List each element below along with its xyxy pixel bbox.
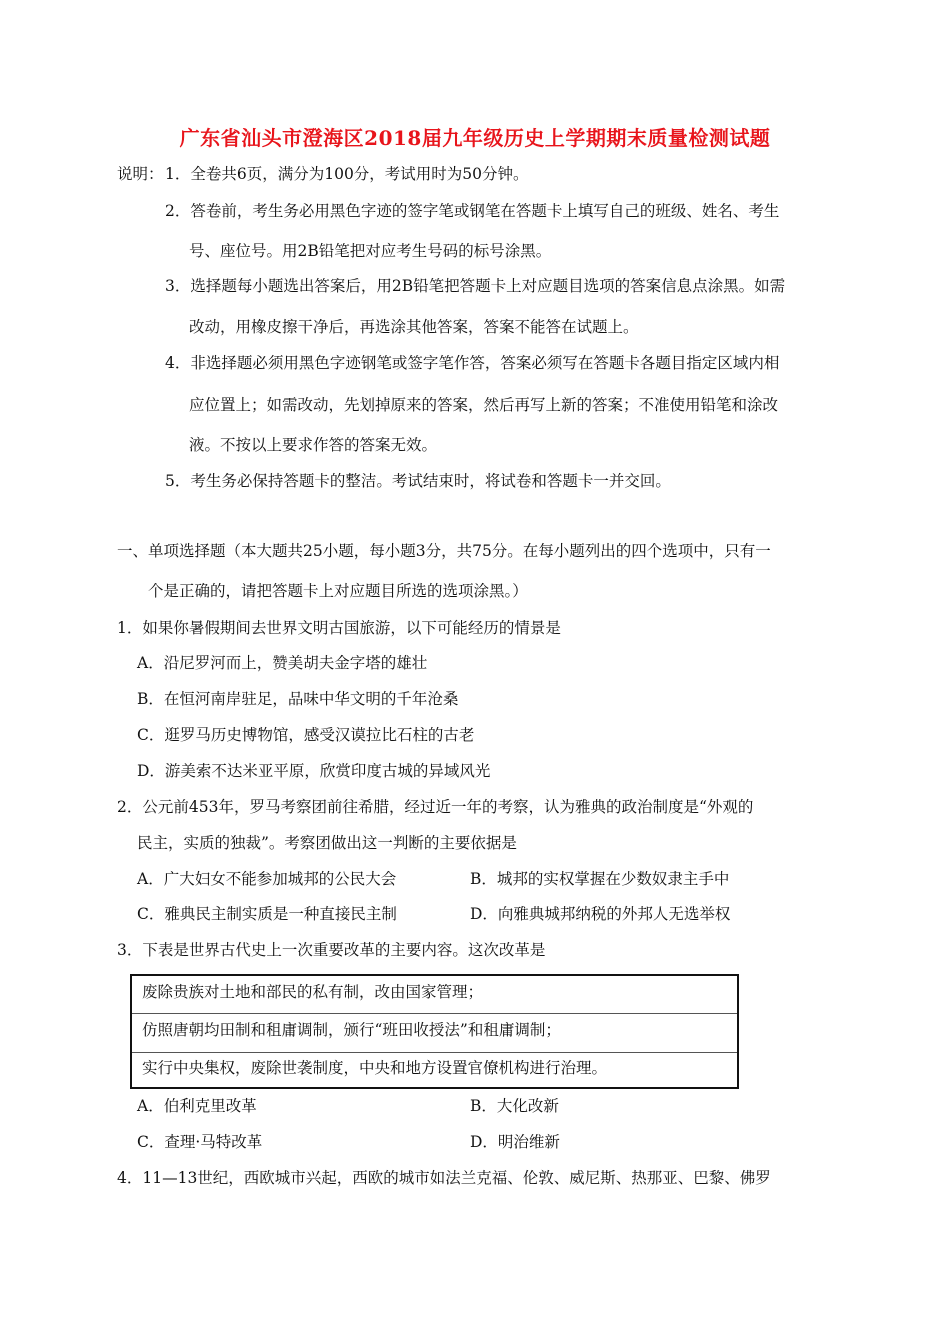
question-1-stem: 1．如果你暑假期间去世界文明古国旅游，以下可能经历的情景是 [117,619,561,637]
section-1-heading-line-2: 个是正确的，请把答题卡上对应题目所选的选项涂黑。） [148,582,528,600]
table-row-divider [132,1013,737,1014]
question-2-option-d: D．向雅典城邦纳税的外邦人无选举权 [470,905,731,923]
question-2-option-b: B．城邦的实权掌握在少数奴隶主手中 [470,870,730,888]
question-2-stem-line-1: 2．公元前453年，罗马考察团前往希腊，经过近一年的考察，认为雅典的政治制度是“外观的 [117,798,754,816]
question-3-option-a: A．伯利克里改革 [137,1097,257,1115]
instruction-4-line-2: 应位置上；如需改动，先划掉原来的答案，然后再写上新的答案；不准使用铅笔和涂改 [189,396,779,414]
question-3-option-c: C．查理·马特改革 [137,1133,263,1151]
instruction-1: 1．全卷共6页，满分为100分，考试用时为50分钟。 [165,165,529,183]
table-cell: 仿照唐朝均田制和租庸调制，颁行“班田收授法”和租庸调制； [142,1021,561,1039]
reform-content-table [130,974,739,1089]
table-cell: 实行中央集权，废除世袭制度，中央和地方设置官僚机构进行治理。 [142,1059,608,1077]
table-row [132,980,737,1002]
question-3-option-b: B．大化改新 [470,1097,559,1115]
question-4-stem: 4．11—13世纪，西欧城市兴起，西欧的城市如法兰克福、伦敦、威尼斯、热那亚、巴黎、佛罗 [117,1169,771,1187]
question-1-option-d: D．游美索不达米亚平原，欣赏印度古城的异域风光 [137,762,491,780]
section-1-heading-line-1: 一、单项选择题（本大题共25小题，每小题3分，共75分。在每小题列出的四个选项中，只有一 [117,542,771,560]
table-cell: 废除贵族对土地和部民的私有制，改由国家管理； [142,983,484,1001]
page-title: 广东省汕头市澄海区2018届九年级历史上学期期末质量检测试题 [179,126,771,150]
question-2-option-a: A．广大妇女不能参加城邦的公民大会 [137,870,397,888]
instruction-2-line-1: 2．答卷前，考生务必用黑色字迹的签字笔或钢笔在答题卡上填写自己的班级、姓名、考生 [165,202,780,220]
instruction-4-line-1: 4．非选择题必须用黑色字迹钢笔或签字笔作答，答案必须写在答题卡各题目指定区域内相 [165,354,780,372]
instruction-3-line-1: 3．选择题每小题选出答案后，用2B铅笔把答题卡上对应题目选项的答案信息点涂黑。如需 [165,277,786,295]
question-3-stem: 3．下表是世界古代史上一次重要改革的主要内容。这次改革是 [117,941,546,959]
instruction-3-line-2: 改动，用橡皮擦干净后，再选涂其他答案，答案不能答在试题上。 [189,318,639,336]
table-row-divider [132,1052,737,1053]
instruction-4-line-3: 液。不按以上要求作答的答案无效。 [189,436,438,454]
question-2-option-c: C．雅典民主制实质是一种直接民主制 [137,905,397,923]
instruction-5: 5．考生务必保持答题卡的整洁。考试结束时，将试卷和答题卡一并交回。 [165,472,671,490]
question-3-option-d: D．明治维新 [470,1133,560,1151]
question-1-option-a: A．沿尼罗河而上，赞美胡夫金字塔的雄壮 [137,654,428,672]
table-row [132,1056,737,1078]
question-1-option-b: B．在恒河南岸驻足，品味中华文明的千年沧桑 [137,690,459,708]
question-1-option-c: C．逛罗马历史博物馆，感受汉谟拉比石柱的古老 [137,726,475,744]
instruction-2-line-2: 号、座位号。用2B铅笔把对应考生号码的标号涂黑。 [189,242,552,260]
instructions-label: 说明： [117,165,164,183]
table-row [132,1018,737,1040]
question-2-stem-line-2: 民主，实质的独裁”。考察团做出这一判断的主要依据是 [137,834,517,852]
